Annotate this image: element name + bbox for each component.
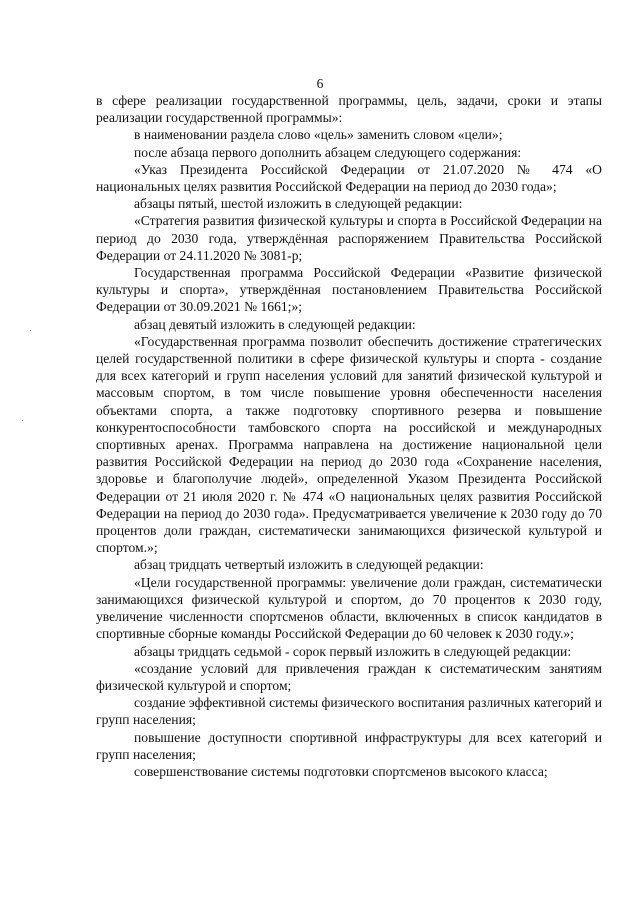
paragraph: «создание условий для привлечения граждан к систематическим занятиям физической культурой и спортом; — [96, 660, 602, 693]
paragraph: повышение доступности спортивной инфраструктуры для всех категорий и групп населения; — [96, 729, 602, 762]
paragraph: создание эффективной системы физического воспитания различных категорий и групп населения; — [96, 695, 602, 728]
paragraph: «Стратегия развития физической культуры и спорта в Российской Федерации на период до 2030 года, утверждённая распоряжением Правительства Российской Федерации от 24.11.2020 № 3081-р; — [96, 213, 602, 263]
paragraph: после абзаца первого дополнить абзацем следующего содержания: — [134, 144, 522, 160]
page-number: 6 — [316, 76, 324, 91]
paragraph: «Государственная программа позволит обеспечить достижение стратегических целей государственной политики в сфере физической культуры и спорта - создание для всех категорий и групп населения условий для занятий физической культурой и массовым спортом, в том числе повышение уровня обеспеченности населения объектами спорта, а также подготовку спортивного резерва и повышение конкурентоспособности тамбовского спорта на российской и международных спортивных аренах. Программа направлена на достижение национальной цели развития Российской Федерации на период до 2030 года «Сохранение населения, здоровье и благополучие людей», определенной Указом Президента Российской Федерации от 21 июля 2020 г. № 474 «О национальных целях развития Российской Федерации на период до 2030 года». Предусматривается увеличение к 2030 году до 70 процентов доли граждан, систематически занимающихся физической культурой и спортом.»; — [96, 333, 602, 556]
paragraph: «Цели государственной программы: увеличение доли граждан, систематически занимающихся физической культурой и спортом, до 70 процентов к 2030 году, увеличение численности спортсменов области, включенных в список кандидатов в спортивные сборные команды Российской Федерации до 60 человек к 2030 году.»; — [96, 574, 602, 642]
paragraph: «Указ Президента Российской Федерации от 21.07.2020 № 474 «О национальных целях развития Российской Федерации на период до 2030 года»; — [96, 161, 602, 195]
paragraph: абзац девятый изложить в следующей редакции: — [134, 316, 416, 332]
scan-speck — [30, 330, 31, 331]
paragraph: абзацы пятый, шестой изложить в следующей редакции: — [134, 196, 463, 212]
scan-speck — [22, 420, 23, 421]
paragraph: абзац тридцать четвертый изложить в следующей редакции: — [134, 557, 484, 573]
document-body — [96, 92, 602, 780]
paragraph: совершенствование системы подготовки спортсменов высокого класса; — [134, 763, 548, 779]
paragraph: в наименовании раздела слово «цель» заменить словом «цели»; — [134, 127, 503, 143]
paragraph: в сфере реализации государственной программы, цель, задачи, сроки и этапы реализации государственной программы»: — [96, 93, 602, 126]
paragraph: Государственная программа Российской Федерации «Развитие физической культуры и спорта», утверждённая постановлением Правительства Российской Федерации от 30.09.2021 № 1661;»; — [96, 265, 602, 315]
paragraph: абзацы тридцать седьмой - сорок первый изложить в следующей редакции: — [134, 643, 572, 659]
